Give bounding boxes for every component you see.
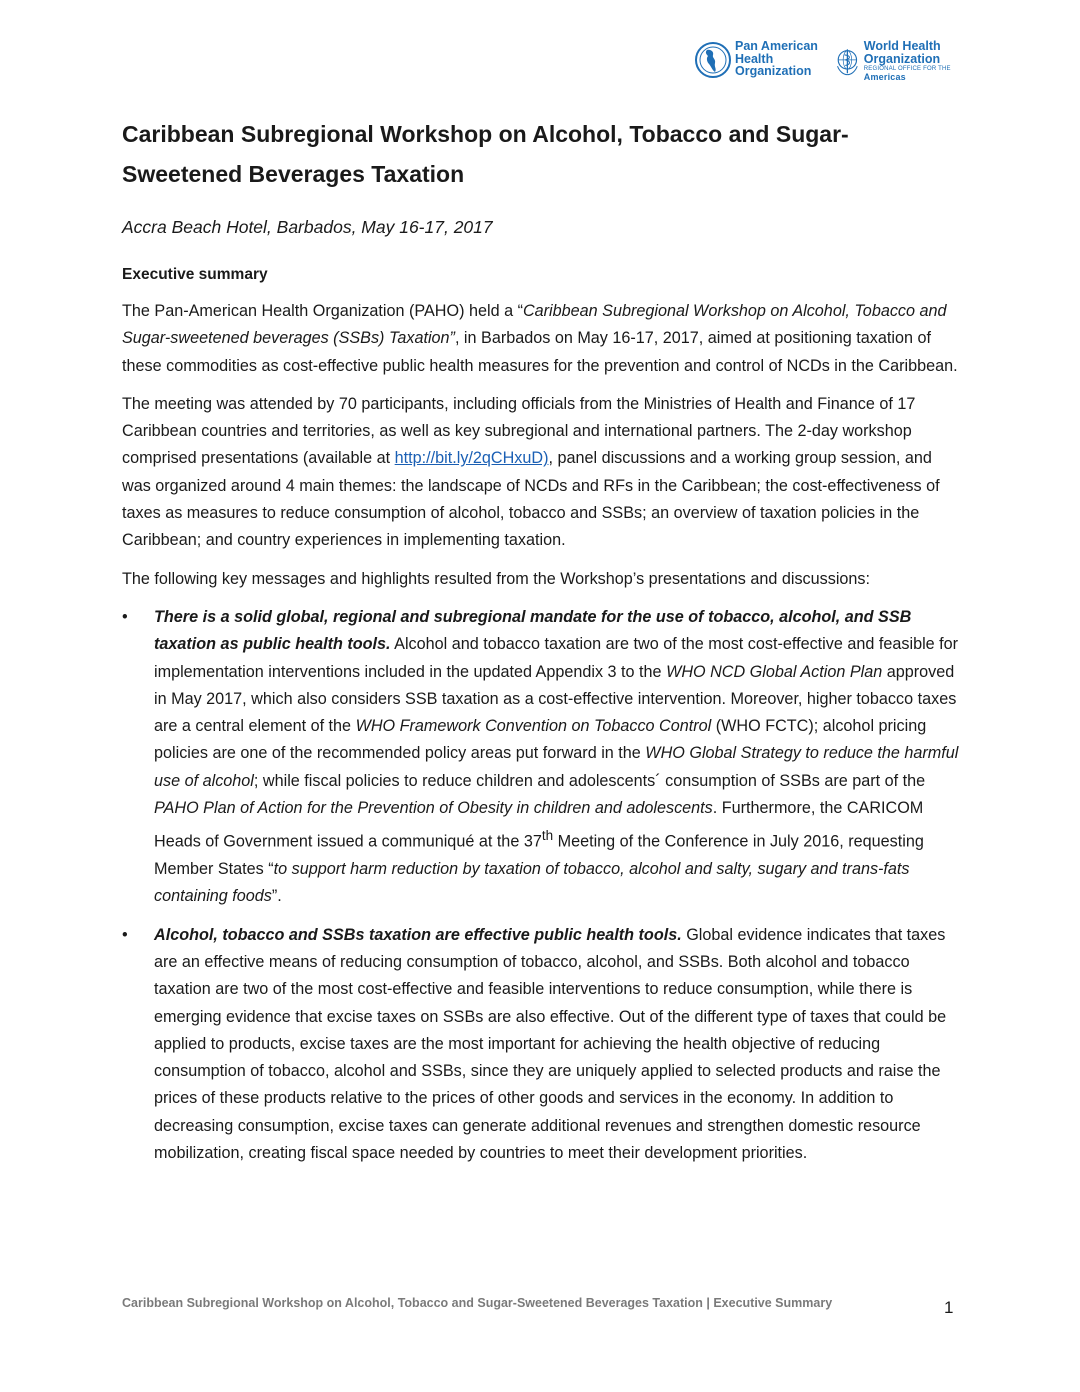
paho-emblem-icon bbox=[694, 40, 732, 84]
text-italic: WHO NCD Global Action Plan bbox=[666, 662, 883, 681]
superscript: th bbox=[541, 828, 554, 844]
paho-name-line2: Health bbox=[735, 51, 774, 66]
key-messages-list bbox=[122, 604, 960, 1167]
text-run: Alcohol and tobacco taxation are two of the most cost-effective and feasible for implementation interventions included in the updated Appendix 3 to the bbox=[154, 635, 959, 681]
text-run: , in Barbados on May 16-17, 2017, aimed at positioning taxation of these commodities as cost-effective public health measures for the prevention and control of NCDs in the Caribbean. bbox=[122, 329, 958, 375]
list-item bbox=[122, 922, 960, 1168]
paragraph-intro bbox=[122, 298, 960, 380]
text-run: ; while fiscal policies to reduce children and adolescents´ consumption of SSBs are part of the bbox=[253, 771, 926, 790]
who-sub-region: Americas bbox=[863, 72, 906, 82]
text-italic: WHO Framework Convention on Tobacco Control bbox=[355, 717, 712, 736]
text-run: , panel discussions and a working group session, and was organized around 4 main themes: the landscape of NCDs and RFs in the Caribbean; the cost-effectiveness of taxes as measures to reduce consumption of alcohol, tobacco and SSBs; an overview of taxation policies in the Caribbean; and country experiences in implementing taxation. bbox=[122, 449, 940, 550]
header-logos bbox=[694, 40, 956, 92]
text-italic: to support harm reduction by taxation of tobacco, alcohol and salty, sugary and trans-fats containing foods bbox=[154, 860, 910, 906]
page-number: 1 bbox=[944, 1298, 954, 1317]
text-run: Meeting of the Conference in July 2016, requesting Member States “ bbox=[154, 832, 924, 879]
text-run: approved in May 2017, which also considers SSB taxation as a cost-effective intervention. Moreover, higher tobacco taxes are a central element of the bbox=[154, 662, 957, 736]
bullet-icon: • bbox=[122, 607, 128, 626]
paragraph-attendance bbox=[122, 391, 960, 555]
bullet-icon: • bbox=[122, 925, 128, 944]
text-run: The meeting was attended by 70 participants, including officials from the Ministries of Health and Finance of 17 Caribbean countries and territories, as well as key subregional and international partners. The 2-day workshop comprised presentations (available at bbox=[122, 394, 916, 468]
bullet-lead: Alcohol, tobacco and SSBs taxation are effective public health tools. bbox=[154, 925, 682, 944]
list-item bbox=[122, 604, 960, 911]
paho-name-line1: Pan American bbox=[735, 39, 818, 53]
presentations-link[interactable]: http://bit.ly/2qCHxuD) bbox=[394, 449, 549, 468]
text-run: ”. bbox=[271, 887, 282, 906]
text-run: The Pan-American Health Organization (PAHO) held a “ bbox=[122, 302, 523, 320]
document-body bbox=[122, 298, 960, 1178]
who-name-line2: Organization bbox=[863, 51, 941, 66]
document-subtitle: Accra Beach Hotel, Barbados, May 16-17, 2017 bbox=[122, 217, 493, 237]
text-italic: PAHO Plan of Action for the Prevention of Obesity in children and adolescents bbox=[154, 799, 713, 818]
document-title: Caribbean Subregional Workshop on Alcohol, Tobacco and Sugar-Sweetened Beverages Taxation bbox=[122, 121, 849, 187]
text-italic: WHO Global Strategy to reduce the harmful use of alcohol bbox=[154, 744, 959, 790]
text-run: . Furthermore, the CARICOM Heads of Government issued a communiqué at the 37 bbox=[154, 799, 924, 851]
who-name-line1: World Health bbox=[863, 39, 941, 53]
paragraph-key-messages-intro: The following key messages and highlights resulted from the Workshop’s presentations and discussions: bbox=[122, 569, 871, 588]
who-regional-office bbox=[864, 65, 956, 83]
who-emblem-icon bbox=[834, 40, 861, 84]
text-run: Global evidence indicates that taxes are an effective means of reducing consumption of tobacco, alcohol, and SSBs. Both alcohol and tobacco taxation are two of the most cost-effective and feasible interventions to reduce consumption, while there is emerging evidence that excise taxes on SSBs are also effective. Out of the different type of taxes that could be applied to products, excise taxes are the most important for achieving the health objective of reducing consumption of tobacco, alcohol and SSBs, since they are uniquely applied to selected products and raise the prices of these products relative to the prices of other goods and services in the economy. In addition to decreasing consumption, excise taxes can generate additional revenues and strengthen domestic resource mobilization, creating fiscal space needed by countries to meet their development priorities. bbox=[154, 925, 947, 1162]
who-sub-prefix: REGIONAL OFFICE FOR THE bbox=[863, 66, 951, 72]
who-logo bbox=[834, 40, 956, 84]
paho-name-line3: Organization bbox=[735, 64, 812, 78]
page-footer: Caribbean Subregional Workshop on Alcohol, Tobacco and Sugar-Sweetened Beverages Taxation | Executive Summary bbox=[122, 1296, 833, 1310]
section-heading: Executive summary bbox=[122, 266, 268, 283]
workshop-name: Caribbean Subregional Workshop on Alcohol, Tobacco and Sugar-sweetened beverages (SSBs) Taxation” bbox=[122, 302, 947, 348]
paho-logo bbox=[694, 40, 818, 84]
bullet-lead: There is a solid global, regional and subregional mandate for the use of tobacco, alcohol, and SSB taxation as public health tools. bbox=[154, 607, 912, 654]
text-run: (WHO FCTC); alcohol pricing policies are one of the recommended policy areas put forward in the bbox=[154, 717, 927, 763]
